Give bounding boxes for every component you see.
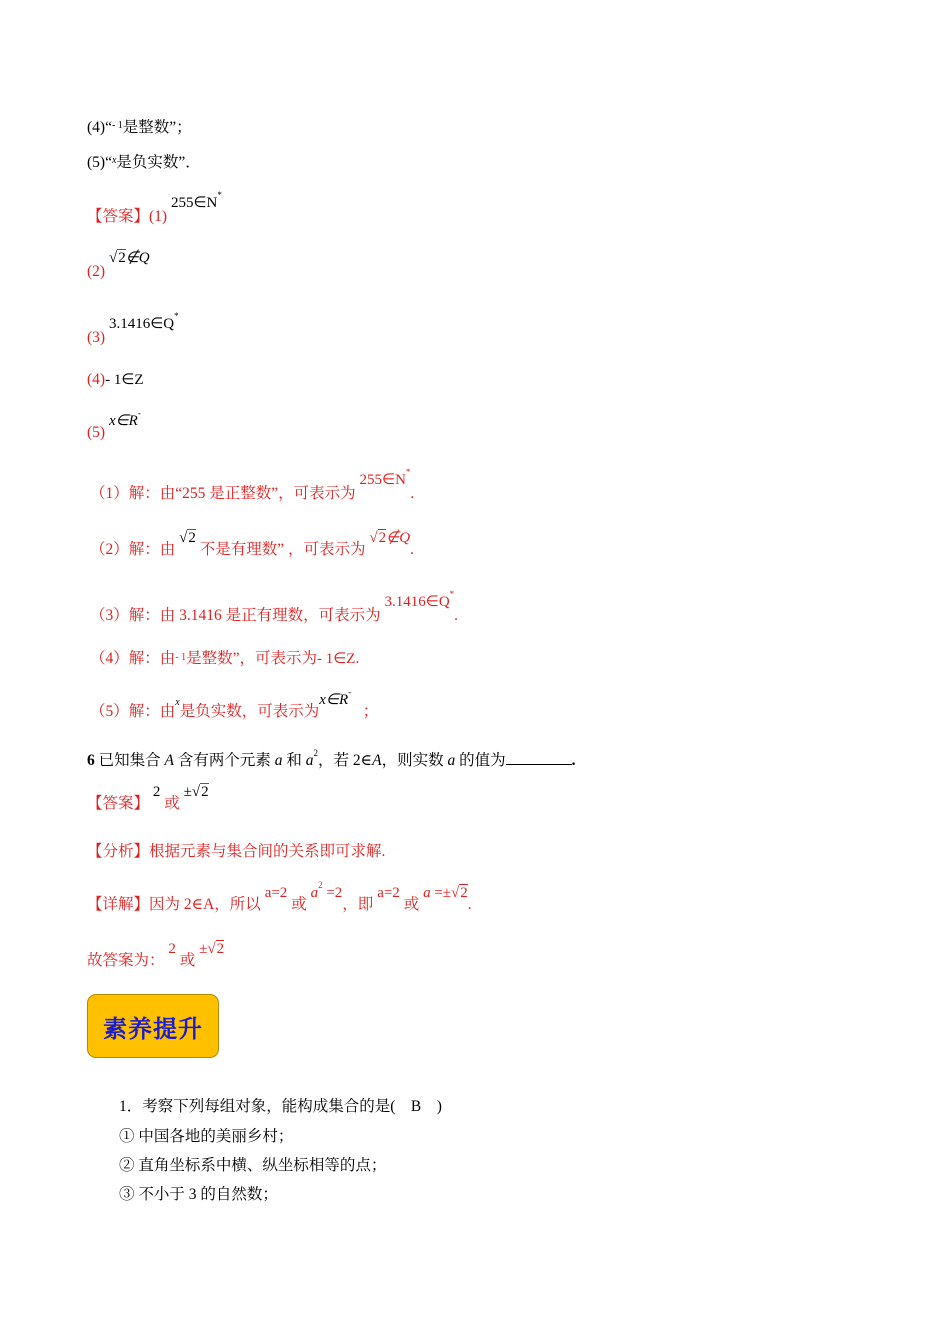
option-1-text: ① 中国各地的美丽乡村； (119, 1128, 294, 1145)
solution-2-radicand-2: 2 (378, 530, 387, 546)
q6-answer-or: 或 (164, 795, 180, 812)
answer-label: 【答案】 (87, 208, 150, 225)
q6-text-a: 已知集合 (98, 752, 161, 770)
solution-5-end: ； (362, 703, 379, 720)
solution-4 (90, 649, 359, 671)
item-5-prefix: (5)“ (87, 154, 112, 171)
q6-set-a: A (164, 752, 174, 770)
answer-3-math: 3.1416∈Q (108, 316, 175, 332)
detail-var-a: a (310, 885, 319, 901)
q6-text-c: 和 (286, 752, 302, 770)
solution-3-end: . (454, 607, 459, 624)
final-radicand: 2 (216, 941, 225, 957)
section-badge (87, 994, 219, 1058)
solution-3-math: 3.1416∈Q (384, 594, 450, 610)
solution-2-end: . (410, 541, 414, 558)
solution-5-math: x∈R (319, 692, 349, 708)
q6-text-f: 的值为 (459, 752, 506, 770)
detail-or-1: 或 (291, 896, 307, 913)
analysis-text: 根据元素与集合间的关系即可求解. (149, 843, 386, 860)
answer-4-prefix: (4) (87, 371, 106, 388)
answer-2-math: ∉Q (125, 250, 150, 266)
analysis-label: 【分析】 (87, 843, 150, 860)
item-5-text: 是负实数”． (116, 154, 201, 171)
item-5-x: x (111, 155, 117, 166)
solution-1-end: . (410, 485, 415, 502)
q6-answer: 【答案】 2 或 ±√2 (87, 784, 209, 812)
q6-final: 故答案为： 2 或 ±√2 (87, 941, 225, 969)
question-6 (87, 746, 576, 771)
q6-answer-2: 2 (152, 784, 161, 800)
item-4-text: 是整数”； (122, 119, 192, 136)
item-4-prefix: (4)“ (87, 119, 112, 136)
solution-4-neg: - 1 (175, 652, 187, 663)
solution-4-end: . (355, 650, 360, 667)
solution-3 (90, 589, 459, 626)
answer-5 (87, 408, 141, 443)
q6-var-a: a (274, 752, 283, 770)
detail-comma: ，即 (342, 896, 374, 913)
answer-1-math: 255∈N (170, 195, 218, 211)
answer-5-sup: - (137, 408, 141, 418)
detail-end: . (467, 896, 472, 913)
q6-set-a-2: A (372, 752, 382, 770)
solution-3-sup: * (449, 589, 455, 599)
solution-4-math: - 1∈Z (317, 651, 356, 667)
q6-detail: 【详解】因为 2∈A，所以 a=2 或 $a^2 =2$，即 a=2 或 a =±√2. (87, 880, 472, 913)
answer-3-sup: * (174, 311, 179, 321)
solution-1 (90, 467, 415, 504)
solution-2-radicand: 2 (188, 530, 196, 546)
q6-sup: 2 (313, 748, 319, 758)
detail-eq-1: a=2 (264, 885, 288, 901)
question-1-stem (119, 1097, 442, 1117)
answer-5-math: x∈R (108, 413, 138, 429)
solution-5-text-b: 是负实数，可表示为 (179, 703, 320, 720)
detail-text: 因为 2∈A，所以 (149, 896, 261, 913)
detail-eq-2: =2 (326, 885, 343, 901)
option-3 (119, 1185, 278, 1205)
answer-5-prefix: (5) (87, 424, 106, 441)
solution-2-text-b: 不是有理数” ，可表示为 (199, 541, 366, 558)
q6-end: . (571, 752, 576, 770)
q6-text-b: 含有两个元素 (177, 752, 271, 770)
final-or: 或 (179, 952, 196, 969)
detail-radicand: 2 (460, 885, 468, 901)
solution-4-text-b: 是整数”，可表示为 (186, 650, 317, 667)
item-5 (87, 153, 201, 175)
solution-5-sup: - (348, 687, 352, 697)
q6-answer-radicand: 2 (201, 784, 209, 800)
solution-5 (90, 687, 379, 724)
answer-3-prefix: (3) (87, 329, 106, 346)
solution-2-text-a: （2）解：由 (90, 541, 176, 558)
q6-var-a3: a (447, 752, 456, 770)
detail-sup: 2 (318, 880, 323, 890)
detail-eq-3: a=2 (377, 885, 400, 901)
answer-2: (2) √2∉Q (87, 250, 150, 280)
detail-label: 【详解】 (87, 896, 150, 913)
answer-2-radicand: 2 (118, 250, 126, 266)
q6-text-e: ，则实数 (381, 752, 444, 770)
item-4 (87, 118, 192, 140)
item-4-neg-one: - 1 (111, 120, 123, 131)
solution-2-math: ∉Q (386, 530, 411, 546)
detail-or-2: 或 (403, 896, 420, 913)
section-badge-text: 素养提升 (103, 1014, 203, 1043)
option-2-text: ② 直角坐标系中横、纵坐标相等的点； (119, 1157, 387, 1174)
option-3-text: ③ 不小于 3 的自然数； (119, 1186, 278, 1203)
q6-analysis (87, 842, 385, 862)
q6-answer-pm: ± (183, 784, 192, 800)
answer-blank (506, 750, 572, 765)
solution-2: （2）解：由 √2 不是有理数” ，可表示为 √2∉Q. (90, 530, 414, 558)
answer-1 (87, 190, 222, 227)
answer-4-math: - 1∈Z (105, 372, 144, 388)
final-pm: ± (199, 941, 208, 957)
detail-var-a-2: a (423, 885, 431, 901)
solution-1-sup: * (405, 467, 411, 477)
question-1-text: 1．考察下列每组对象，能构成集合的是( B ) (119, 1098, 442, 1115)
answer-4 (87, 370, 144, 390)
answer-1-sup: * (217, 190, 222, 200)
answer-2-prefix: (2) (87, 263, 106, 280)
q6-var-a2: a (305, 752, 314, 770)
option-1 (119, 1127, 293, 1147)
solution-1-math: 255∈N (359, 472, 406, 488)
answer-1-prefix: (1) (149, 208, 168, 225)
question-6-number: 6 (87, 752, 95, 770)
q6-text-d: ，若 2∈ (318, 752, 373, 770)
solution-5-x: x (175, 697, 180, 708)
solution-1-text: （1）解：由“255 是正整数”，可表示为 (90, 485, 356, 502)
solution-5-text-a: （5）解：由 (90, 703, 176, 720)
detail-eq-4: =± (434, 885, 452, 901)
solution-4-text-a: （4）解：由 (90, 650, 176, 667)
answer-3 (87, 311, 179, 348)
q6-answer-label: 【答案】 (87, 795, 150, 812)
solution-3-text: （3）解：由 3.1416 是正有理数，可表示为 (90, 607, 381, 624)
option-2 (119, 1156, 386, 1176)
final-label: 故答案为： (87, 952, 165, 969)
final-2: 2 (168, 941, 176, 957)
